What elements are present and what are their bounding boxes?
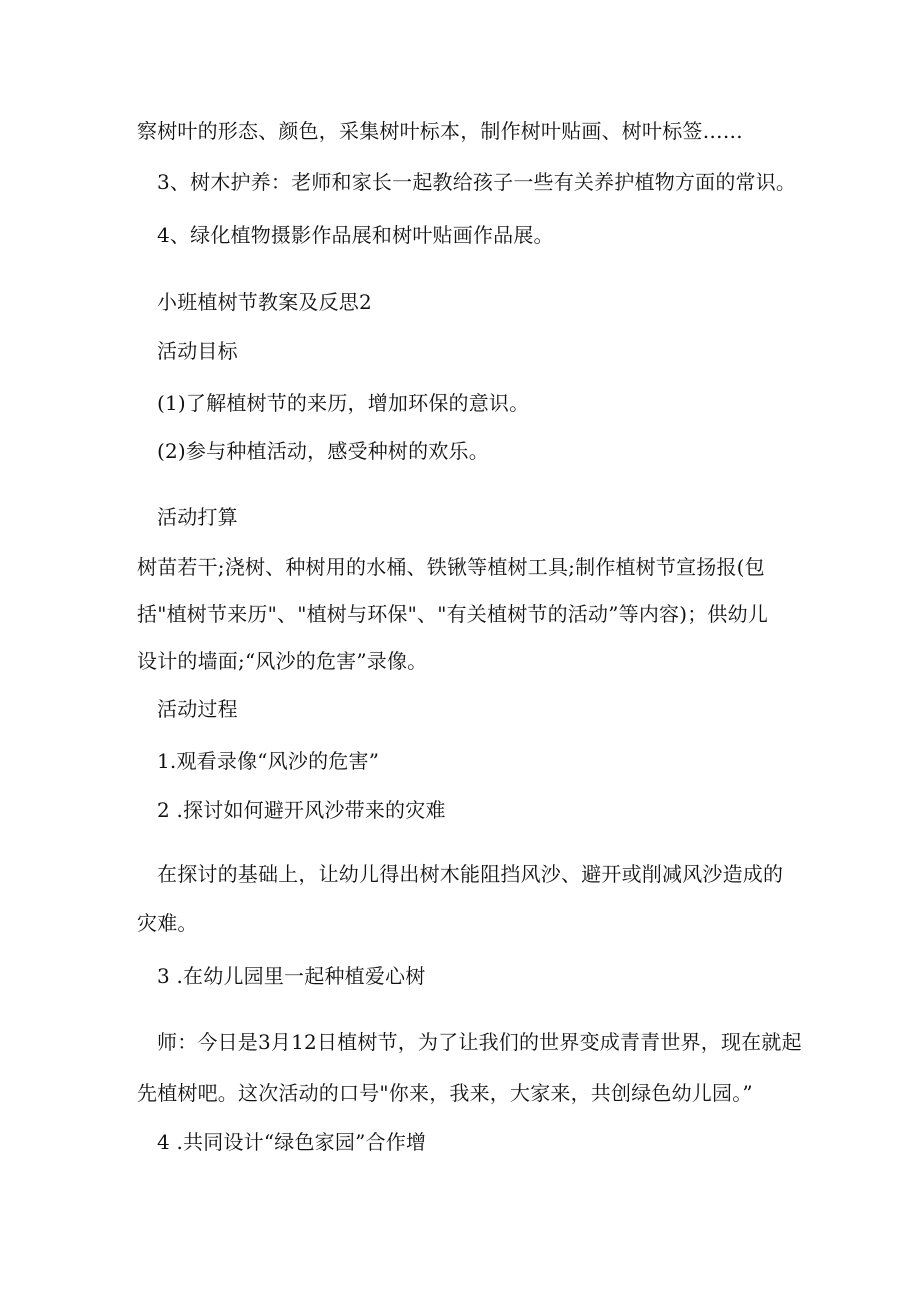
list-item: 3 .在幼儿园里一起种植爱心树: [157, 964, 426, 988]
section-title: 小班植树节教案及反思2: [157, 290, 372, 314]
text-line: 察树叶的形态、颜色，采集树叶标本，制作树叶贴画、树叶标签……: [137, 119, 743, 143]
text-line: 设计的墙面;“风沙的危害”录像。: [137, 649, 428, 673]
list-item: 2 .探讨如何避开风沙带来的灾难: [157, 798, 446, 822]
text-line: 在探讨的基础上，让幼儿得出树木能阻挡风沙、避开或削减风沙造成的: [157, 862, 784, 886]
section-heading: 活动目标: [157, 339, 238, 363]
text-line: 先植树吧。这次活动的口号"你来，我来，大家来，共创绿色幼儿园。”: [137, 1081, 753, 1105]
text-line: 3、树木护养：老师和家长一起教给孩子一些有关养护植物方面的常识。: [157, 170, 797, 194]
text-line: 括"植树节来历"、"植树与环保"、"有关植树节的活动”等内容)；供幼儿: [137, 602, 769, 626]
list-item: (2)参与种植活动，感受种树的欢乐。: [157, 439, 489, 463]
section-heading: 活动过程: [157, 697, 238, 721]
section-heading: 活动打算: [157, 505, 238, 529]
text-line: 树苗若干;浇树、种树用的水桶、铁锹等植树工具;制作植树节宣扬报(包: [137, 555, 765, 579]
list-item: (1)了解植树节的来历，增加环保的意识。: [157, 391, 530, 415]
text-line: 4、绿化植物摄影作品展和树叶贴画作品展。: [157, 223, 554, 247]
text-line: 灾难。: [137, 911, 198, 935]
list-item: 1.观看录像“风沙的危害”: [157, 749, 380, 773]
list-item: 4 .共同设计“绿色家园”合作增: [157, 1130, 427, 1154]
text-line: 师：今日是3月12日植树节，为了让我们的世界变成青青世界，现在就起: [157, 1030, 802, 1054]
